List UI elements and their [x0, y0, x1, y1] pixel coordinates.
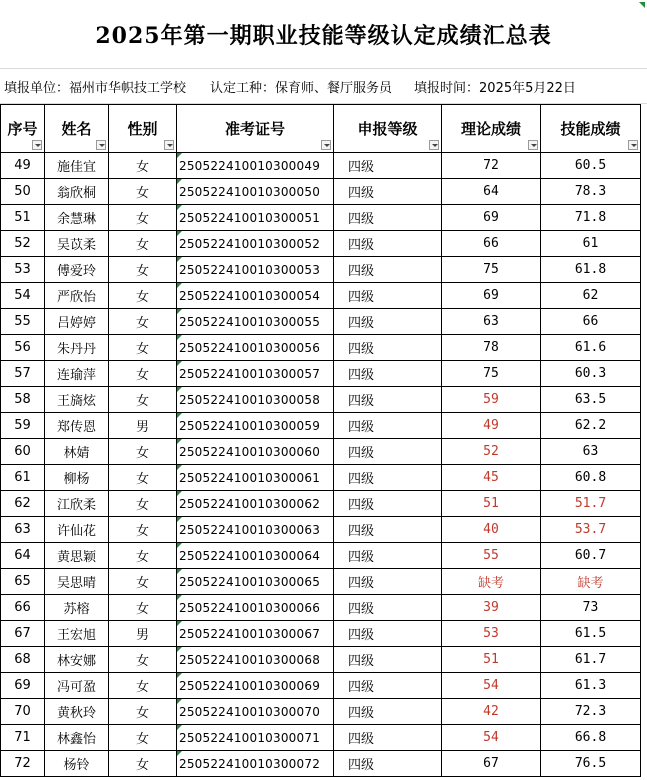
table-row: [1, 179, 641, 205]
gender-cell[interactable]: 女: [109, 309, 177, 335]
level-cell[interactable]: 四级: [334, 517, 442, 543]
ticket-number-cell[interactable]: 250522410010300064: [177, 543, 334, 569]
header-ticket: [177, 105, 334, 153]
level-cell[interactable]: 四级: [334, 491, 442, 517]
theory-score-cell[interactable]: 缺考: [442, 569, 541, 595]
gender-cell[interactable]: 女: [109, 205, 177, 231]
table-row: [1, 205, 641, 231]
table-row: [1, 283, 641, 309]
table-row: [1, 257, 641, 283]
ticket-number-cell[interactable]: 250522410010300068: [177, 647, 334, 673]
filter-dropdown-icon[interactable]: [321, 140, 331, 150]
ticket-number-cell[interactable]: 250522410010300063: [177, 517, 334, 543]
level-cell[interactable]: 四级: [334, 699, 442, 725]
name-cell[interactable]: 严欣怡: [45, 283, 109, 309]
cell-marker: [639, 2, 645, 8]
row-number-cell[interactable]: 58: [1, 387, 45, 413]
level-cell[interactable]: 四级: [334, 231, 442, 257]
ticket-number-cell[interactable]: 250522410010300056: [177, 335, 334, 361]
gender-cell[interactable]: 女: [109, 595, 177, 621]
theory-score-cell[interactable]: 42: [442, 699, 541, 725]
table-row: [1, 387, 641, 413]
theory-score-cell[interactable]: 69: [442, 283, 541, 309]
title-row: [0, 0, 647, 69]
header-gender: [109, 105, 177, 153]
skill-score-cell[interactable]: 60.5: [541, 153, 641, 179]
gender-cell[interactable]: 女: [109, 335, 177, 361]
header-row: [1, 105, 641, 153]
ticket-number-cell[interactable]: 250522410010300062: [177, 491, 334, 517]
table-row: [1, 491, 641, 517]
ticket-number-cell[interactable]: 250522410010300070: [177, 699, 334, 725]
theory-score-cell[interactable]: 39: [442, 595, 541, 621]
level-cell[interactable]: 四级: [334, 205, 442, 231]
ticket-number-cell[interactable]: 250522410010300051: [177, 205, 334, 231]
skill-score-cell[interactable]: 73: [541, 595, 641, 621]
ticket-number-cell[interactable]: 250522410010300069: [177, 673, 334, 699]
level-cell[interactable]: 四级: [334, 335, 442, 361]
row-number-cell[interactable]: 52: [1, 231, 45, 257]
name-cell[interactable]: 江欣柔: [45, 491, 109, 517]
table-row: [1, 595, 641, 621]
gender-cell[interactable]: 女: [109, 725, 177, 751]
table-row: [1, 309, 641, 335]
theory-score-cell[interactable]: 52: [442, 439, 541, 465]
skill-score-cell[interactable]: 61.8: [541, 257, 641, 283]
level-cell[interactable]: 四级: [334, 439, 442, 465]
name-cell[interactable]: 许仙花: [45, 517, 109, 543]
theory-score-cell[interactable]: 66: [442, 231, 541, 257]
filter-dropdown-icon[interactable]: [429, 140, 439, 150]
skill-score-cell[interactable]: 60.7: [541, 543, 641, 569]
theory-score-cell[interactable]: 72: [442, 153, 541, 179]
name-cell[interactable]: 黄秋玲: [45, 699, 109, 725]
skill-score-cell[interactable]: 66: [541, 309, 641, 335]
table-row: [1, 543, 641, 569]
info-row: [0, 69, 647, 104]
gender-cell[interactable]: 女: [109, 257, 177, 283]
header-name: [45, 105, 109, 153]
skill-score-cell[interactable]: 缺考: [541, 569, 641, 595]
theory-score-cell[interactable]: 54: [442, 725, 541, 751]
filter-dropdown-icon[interactable]: [96, 140, 106, 150]
theory-score-cell[interactable]: 40: [442, 517, 541, 543]
name-cell[interactable]: 苏榕: [45, 595, 109, 621]
theory-score-cell[interactable]: 45: [442, 465, 541, 491]
table-row: [1, 699, 641, 725]
table-row: [1, 153, 641, 179]
row-number-cell[interactable]: 66: [1, 595, 45, 621]
level-cell[interactable]: 四级: [334, 153, 442, 179]
row-number-cell[interactable]: 69: [1, 673, 45, 699]
ticket-number-cell[interactable]: 250522410010300054: [177, 283, 334, 309]
theory-score-cell[interactable]: 67: [442, 751, 541, 777]
row-number-cell[interactable]: 70: [1, 699, 45, 725]
level-cell[interactable]: 四级: [334, 751, 442, 777]
gender-cell[interactable]: 女: [109, 673, 177, 699]
row-number-cell[interactable]: 51: [1, 205, 45, 231]
level-cell[interactable]: 四级: [334, 595, 442, 621]
header-level: [334, 105, 442, 153]
theory-score-cell[interactable]: 55: [442, 543, 541, 569]
gender-cell[interactable]: 女: [109, 231, 177, 257]
name-cell[interactable]: 林鑫怡: [45, 725, 109, 751]
table-row: [1, 361, 641, 387]
table-row: [1, 621, 641, 647]
header-label: 理论成绩: [460, 120, 521, 138]
level-cell[interactable]: 四级: [334, 543, 442, 569]
gender-cell[interactable]: 女: [109, 387, 177, 413]
table-row: [1, 413, 641, 439]
header-label: 申报等级: [357, 120, 418, 138]
row-number-cell[interactable]: 68: [1, 647, 45, 673]
skill-score-cell[interactable]: 76.5: [541, 751, 641, 777]
row-number-cell[interactable]: 72: [1, 751, 45, 777]
name-cell[interactable]: 吴苡柔: [45, 231, 109, 257]
ticket-number-cell[interactable]: 250522410010300050: [177, 179, 334, 205]
gender-cell[interactable]: 女: [109, 647, 177, 673]
name-cell[interactable]: 朱丹丹: [45, 335, 109, 361]
filter-dropdown-icon[interactable]: [32, 140, 42, 150]
gender-cell[interactable]: 女: [109, 517, 177, 543]
header-label: 技能成绩: [560, 120, 621, 138]
ticket-number-cell[interactable]: 250522410010300055: [177, 309, 334, 335]
gender-cell[interactable]: 女: [109, 543, 177, 569]
level-cell[interactable]: 四级: [334, 647, 442, 673]
level-cell[interactable]: 四级: [334, 309, 442, 335]
theory-score-cell[interactable]: 51: [442, 491, 541, 517]
gender-cell[interactable]: 女: [109, 491, 177, 517]
table-row: [1, 569, 641, 595]
header-label: 性别: [127, 120, 158, 138]
level-cell[interactable]: 四级: [334, 283, 442, 309]
skill-score-cell[interactable]: 51.7: [541, 491, 641, 517]
level-cell[interactable]: 四级: [334, 257, 442, 283]
level-cell[interactable]: 四级: [334, 361, 442, 387]
name-cell[interactable]: 余慧琳: [45, 205, 109, 231]
theory-score-cell[interactable]: 75: [442, 257, 541, 283]
row-number-cell[interactable]: 49: [1, 153, 45, 179]
row-number-cell[interactable]: 50: [1, 179, 45, 205]
row-number-cell[interactable]: 61: [1, 465, 45, 491]
name-cell[interactable]: 冯可盈: [45, 673, 109, 699]
theory-score-cell[interactable]: 75: [442, 361, 541, 387]
table-row: [1, 231, 641, 257]
gender-cell[interactable]: 女: [109, 699, 177, 725]
table-row: [1, 517, 641, 543]
skill-score-cell[interactable]: 61.3: [541, 673, 641, 699]
ticket-number-cell[interactable]: 250522410010300065: [177, 569, 334, 595]
name-cell[interactable]: 吴思晴: [45, 569, 109, 595]
skill-score-cell[interactable]: 62.2: [541, 413, 641, 439]
name-cell[interactable]: 王宏旭: [45, 621, 109, 647]
header-no: [1, 105, 45, 153]
name-cell[interactable]: 施佳宜: [45, 153, 109, 179]
gender-cell[interactable]: 女: [109, 283, 177, 309]
name-cell[interactable]: 柳杨: [45, 465, 109, 491]
name-cell[interactable]: 杨铃: [45, 751, 109, 777]
skill-score-cell[interactable]: 63.5: [541, 387, 641, 413]
ticket-number-cell[interactable]: 250522410010300059: [177, 413, 334, 439]
level-cell[interactable]: 四级: [334, 673, 442, 699]
score-table: [0, 104, 641, 777]
reporting-unit: 填报单位：福州市华帜技工学校: [4, 80, 187, 96]
level-cell[interactable]: 四级: [334, 621, 442, 647]
header-skill: [541, 105, 641, 153]
row-number-cell[interactable]: 56: [1, 335, 45, 361]
table-row: [1, 673, 641, 699]
theory-score-cell[interactable]: 78: [442, 335, 541, 361]
gender-cell[interactable]: 女: [109, 361, 177, 387]
skill-score-cell[interactable]: 63: [541, 439, 641, 465]
skill-score-cell[interactable]: 71.8: [541, 205, 641, 231]
ticket-number-cell[interactable]: 250522410010300053: [177, 257, 334, 283]
theory-score-cell[interactable]: 54: [442, 673, 541, 699]
name-cell[interactable]: 吕婷婷: [45, 309, 109, 335]
level-cell[interactable]: 四级: [334, 179, 442, 205]
name-cell[interactable]: 王旖炫: [45, 387, 109, 413]
name-cell[interactable]: 郑传恩: [45, 413, 109, 439]
theory-score-cell[interactable]: 63: [442, 309, 541, 335]
gender-cell[interactable]: 男: [109, 413, 177, 439]
ticket-number-cell[interactable]: 250522410010300058: [177, 387, 334, 413]
name-cell[interactable]: 翁欣桐: [45, 179, 109, 205]
gender-cell[interactable]: 女: [109, 569, 177, 595]
row-number-cell[interactable]: 59: [1, 413, 45, 439]
ticket-number-cell[interactable]: 250522410010300057: [177, 361, 334, 387]
ticket-number-cell[interactable]: 250522410010300066: [177, 595, 334, 621]
row-number-cell[interactable]: 64: [1, 543, 45, 569]
skill-score-cell[interactable]: 61.6: [541, 335, 641, 361]
skill-score-cell[interactable]: 72.3: [541, 699, 641, 725]
row-number-cell[interactable]: 57: [1, 361, 45, 387]
table-body: [1, 153, 641, 777]
table-row: [1, 335, 641, 361]
row-number-cell[interactable]: 71: [1, 725, 45, 751]
name-cell[interactable]: 林安娜: [45, 647, 109, 673]
ticket-number-cell[interactable]: 250522410010300071: [177, 725, 334, 751]
gender-cell[interactable]: 女: [109, 751, 177, 777]
ticket-number-cell[interactable]: 250522410010300061: [177, 465, 334, 491]
theory-score-cell[interactable]: 64: [442, 179, 541, 205]
ticket-number-cell[interactable]: 250522410010300049: [177, 153, 334, 179]
theory-score-cell[interactable]: 53: [442, 621, 541, 647]
table-row: [1, 751, 641, 777]
theory-score-cell[interactable]: 51: [442, 647, 541, 673]
skill-score-cell[interactable]: 60.3: [541, 361, 641, 387]
table-row: [1, 647, 641, 673]
gender-cell[interactable]: 男: [109, 621, 177, 647]
name-cell[interactable]: 连瑜萍: [45, 361, 109, 387]
name-cell[interactable]: 黄思颖: [45, 543, 109, 569]
row-number-cell[interactable]: 67: [1, 621, 45, 647]
skill-score-cell[interactable]: 62: [541, 283, 641, 309]
header-label: 序号: [7, 120, 38, 138]
name-cell[interactable]: 林婧: [45, 439, 109, 465]
level-cell[interactable]: 四级: [334, 413, 442, 439]
filter-dropdown-icon[interactable]: [164, 140, 174, 150]
row-number-cell[interactable]: 65: [1, 569, 45, 595]
name-cell[interactable]: 傅爱玲: [45, 257, 109, 283]
header-theory: [442, 105, 541, 153]
ticket-number-cell[interactable]: 250522410010300072: [177, 751, 334, 777]
skill-score-cell[interactable]: 61: [541, 231, 641, 257]
skill-score-cell[interactable]: 61.7: [541, 647, 641, 673]
table-row: [1, 725, 641, 751]
level-cell[interactable]: 四级: [334, 387, 442, 413]
ticket-number-cell[interactable]: 250522410010300067: [177, 621, 334, 647]
row-number-cell[interactable]: 54: [1, 283, 45, 309]
row-number-cell[interactable]: 63: [1, 517, 45, 543]
gender-cell[interactable]: 女: [109, 153, 177, 179]
filter-dropdown-icon[interactable]: [528, 140, 538, 150]
theory-score-cell[interactable]: 59: [442, 387, 541, 413]
row-number-cell[interactable]: 53: [1, 257, 45, 283]
theory-score-cell[interactable]: 49: [442, 413, 541, 439]
ticket-number-cell[interactable]: 250522410010300052: [177, 231, 334, 257]
gender-cell[interactable]: 女: [109, 465, 177, 491]
gender-cell[interactable]: 女: [109, 179, 177, 205]
header-label: 姓名: [61, 120, 92, 138]
header-label: 准考证号: [224, 120, 285, 138]
row-number-cell[interactable]: 55: [1, 309, 45, 335]
theory-score-cell[interactable]: 69: [442, 205, 541, 231]
table-row: [1, 465, 641, 491]
report-date: 填报时间：2025年5月22日: [414, 80, 576, 96]
level-cell[interactable]: 四级: [334, 465, 442, 491]
table-row: [1, 439, 641, 465]
skill-score-cell[interactable]: 60.8: [541, 465, 641, 491]
occupation-type: 认定工种：保育师、餐厅服务员: [210, 80, 393, 96]
row-number-cell[interactable]: 62: [1, 491, 45, 517]
gender-cell[interactable]: 女: [109, 439, 177, 465]
skill-score-cell[interactable]: 66.8: [541, 725, 641, 751]
level-cell[interactable]: 四级: [334, 569, 442, 595]
skill-score-cell[interactable]: 78.3: [541, 179, 641, 205]
skill-score-cell[interactable]: 53.7: [541, 517, 641, 543]
filter-dropdown-icon[interactable]: [628, 140, 638, 150]
sheet-title: 2025年第一期职业技能等级认定成绩汇总表: [95, 22, 552, 49]
level-cell[interactable]: 四级: [334, 725, 442, 751]
row-number-cell[interactable]: 60: [1, 439, 45, 465]
skill-score-cell[interactable]: 61.5: [541, 621, 641, 647]
ticket-number-cell[interactable]: 250522410010300060: [177, 439, 334, 465]
